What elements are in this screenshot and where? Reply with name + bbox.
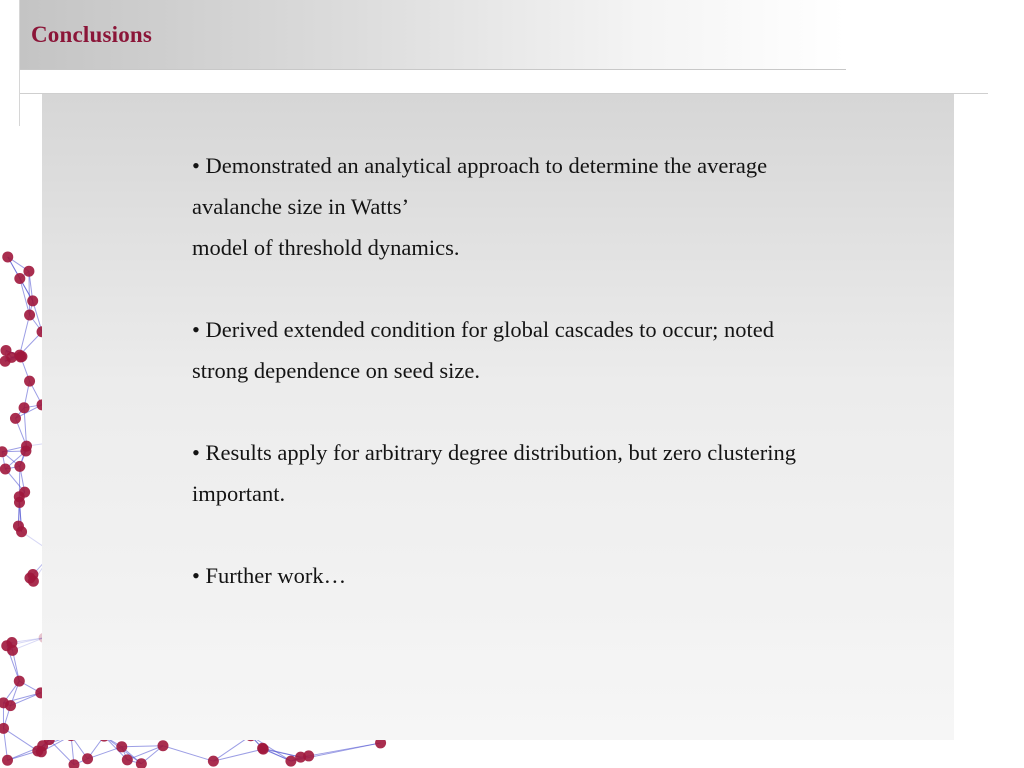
network-node (14, 461, 25, 472)
network-node (285, 756, 296, 767)
network-node (2, 251, 13, 262)
network-node (0, 723, 9, 734)
network-node (14, 273, 25, 284)
slide-title: Conclusions (31, 22, 153, 47)
network-node (0, 463, 11, 474)
bullet-line: avalanche size in Watts’ (192, 194, 410, 219)
network-node (5, 700, 16, 711)
network-node (24, 309, 35, 320)
network-node (19, 402, 30, 413)
network-node (303, 750, 314, 761)
bullet-line: important. (192, 481, 286, 506)
network-node (116, 741, 127, 752)
network-node (2, 755, 13, 766)
network-node (23, 266, 34, 277)
network-node (13, 521, 24, 532)
network-node (208, 756, 219, 767)
header-rule (20, 69, 846, 70)
network-node (27, 569, 38, 580)
header-left-rule (19, 0, 20, 126)
network-node (14, 676, 25, 687)
network-node (6, 352, 17, 363)
network-edge (20, 315, 30, 355)
network-edge (20, 279, 30, 315)
network-node (6, 637, 17, 648)
bullet-line: • Further work… (192, 563, 347, 588)
bullet-item (192, 555, 912, 596)
network-edge (163, 746, 213, 761)
bullet-line: strong dependence on seed size. (192, 358, 481, 383)
network-node (258, 744, 269, 755)
bullet-list (192, 145, 912, 637)
network-node (14, 491, 25, 502)
network-node (24, 376, 35, 387)
network-edge (122, 746, 163, 747)
network-edge (4, 728, 38, 751)
network-node (21, 441, 32, 452)
network-node (122, 754, 133, 765)
network-node (157, 740, 168, 751)
network-node (136, 758, 147, 768)
bullet-line: • Derived extended condition for global cascades to occur; noted (192, 317, 775, 342)
bullet-line: • Demonstrated an analytical approach to determine the average (192, 153, 768, 178)
bullet-line: • Results apply for arbitrary degree distribution, but zero clustering (192, 440, 796, 465)
network-edge (213, 749, 263, 761)
network-edge (29, 271, 30, 315)
bullet-item (192, 309, 912, 391)
bullet-line: model of threshold dynamics. (192, 235, 460, 260)
network-node (82, 753, 93, 764)
bullet-item (192, 432, 912, 514)
network-node (27, 295, 38, 306)
network-node (10, 413, 21, 424)
bullet-item (192, 145, 912, 268)
